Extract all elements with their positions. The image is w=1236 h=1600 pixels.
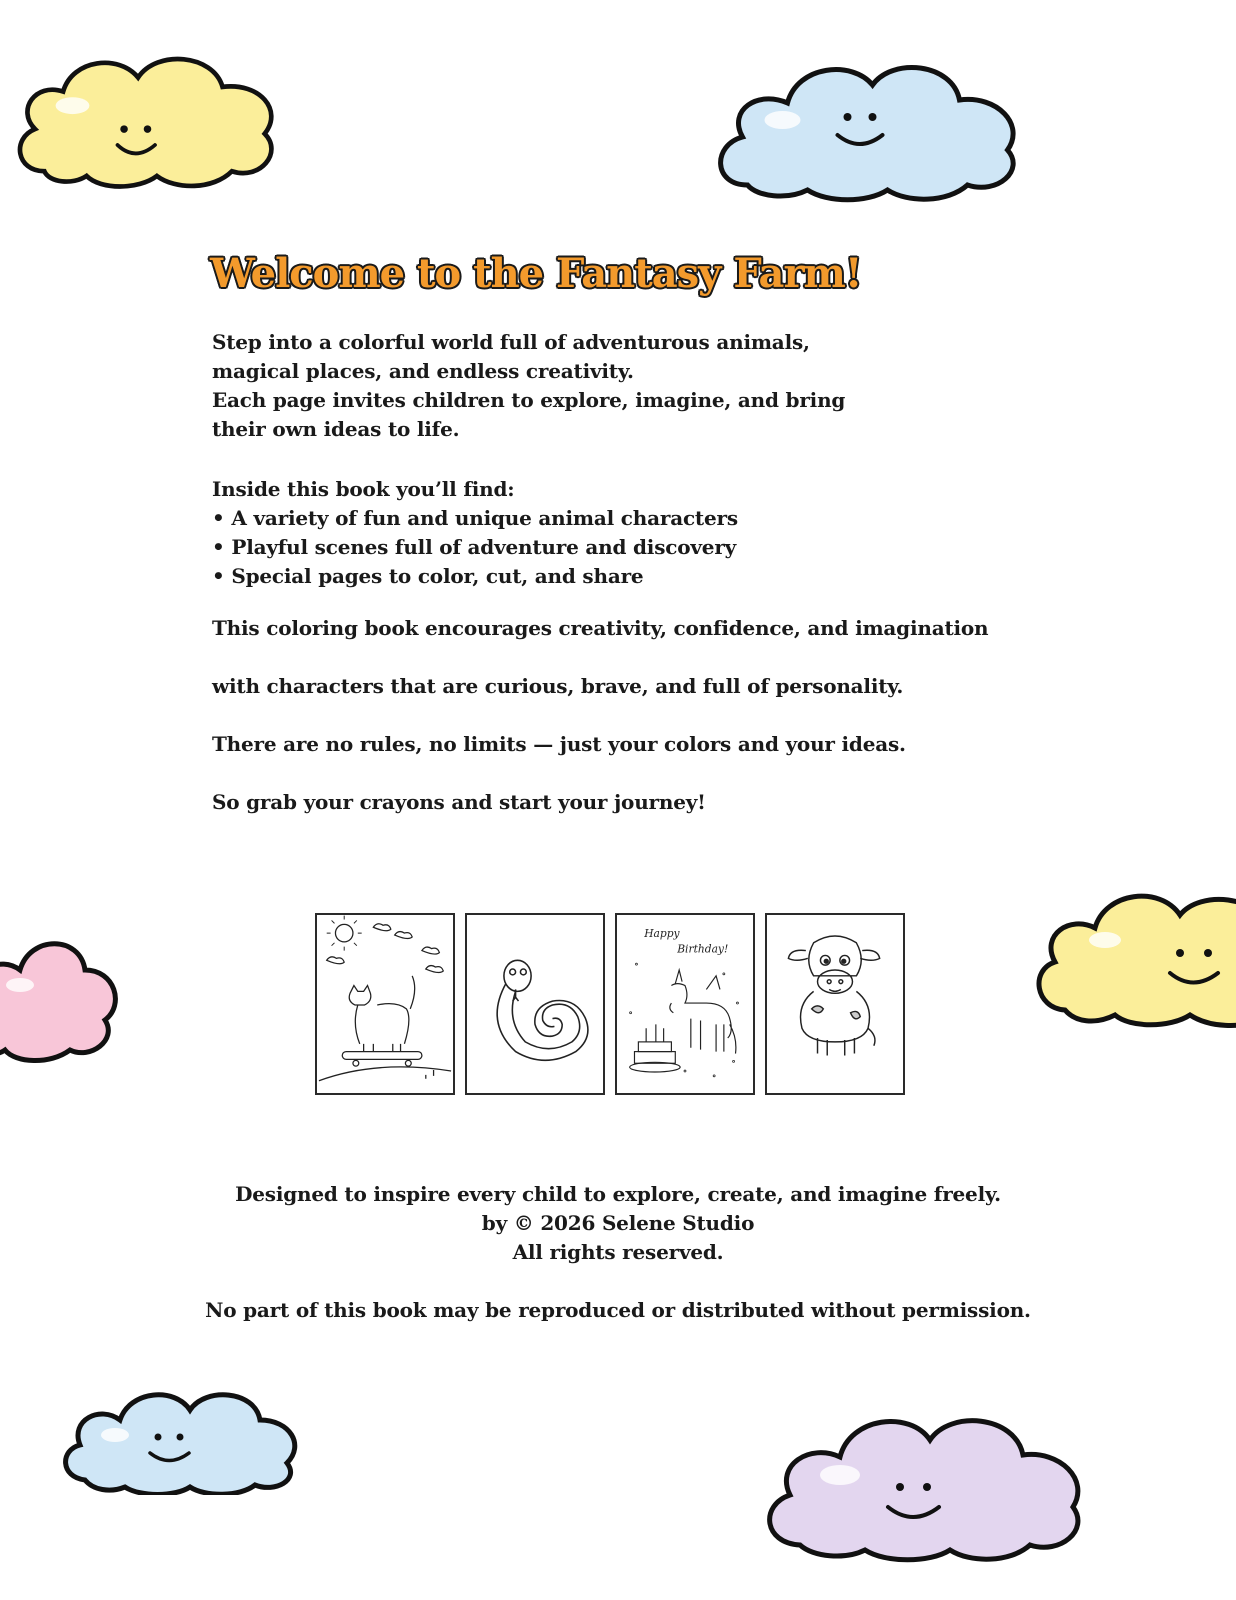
cat-skateboard-thumbnail <box>315 913 455 1095</box>
page-title: Welcome to the Fantasy Farm! <box>210 250 862 297</box>
yellow-cloud-right-icon <box>1030 870 1236 1030</box>
intro-line: magical places, and endless creativity. <box>212 359 634 383</box>
paragraph: There are no rules, no limits — just your colors and your ideas. <box>212 732 906 756</box>
blue-cloud-bottom-left-icon <box>55 1375 305 1495</box>
paragraph: with characters that are curious, brave, and full of personality. <box>212 674 904 698</box>
footer <box>0 1180 1236 1325</box>
cow-thumbnail <box>765 913 905 1095</box>
footer-permission: No part of this book may be reproduced or distributed without permission. <box>205 1298 1031 1322</box>
birthday-text-1: Happy <box>644 926 680 940</box>
intro-line: Step into a colorful world full of adventurous animals, <box>212 330 810 354</box>
intro-text <box>212 328 1092 444</box>
footer-copyright: by © 2026 Selene Studio <box>481 1211 755 1235</box>
birthday-unicorn-thumbnail <box>615 913 755 1095</box>
feature-list <box>212 504 1092 591</box>
coloring-page-previews <box>315 913 905 1095</box>
blue-cloud-top-right-icon <box>705 45 1030 205</box>
snake-thumbnail <box>465 913 605 1095</box>
list-item: • A variety of fun and unique animal characters <box>212 504 1092 533</box>
intro-line: their own ideas to life. <box>212 417 460 441</box>
list-item: • Special pages to color, cut, and share <box>212 562 1092 591</box>
inside-section <box>212 475 1092 591</box>
birthday-text-2: Birthday! <box>677 942 729 956</box>
paragraph: This coloring book encourages creativity, confidence, and imagination <box>212 616 989 640</box>
intro-line: Each page invites children to explore, imagine, and bring <box>212 388 846 412</box>
purple-cloud-bottom-right-icon <box>755 1395 1095 1565</box>
list-item: • Playful scenes full of adventure and discovery <box>212 533 1092 562</box>
inside-heading: Inside this book you’ll find: <box>212 477 515 501</box>
footer-rights: All rights reserved. <box>512 1240 724 1264</box>
footer-tagline: Designed to inspire every child to explore, create, and imagine freely. <box>235 1182 1001 1206</box>
pink-cloud-left-icon <box>0 915 120 1065</box>
paragraph: So grab your crayons and start your journey! <box>212 790 706 814</box>
yellow-cloud-top-left-icon <box>5 40 290 190</box>
